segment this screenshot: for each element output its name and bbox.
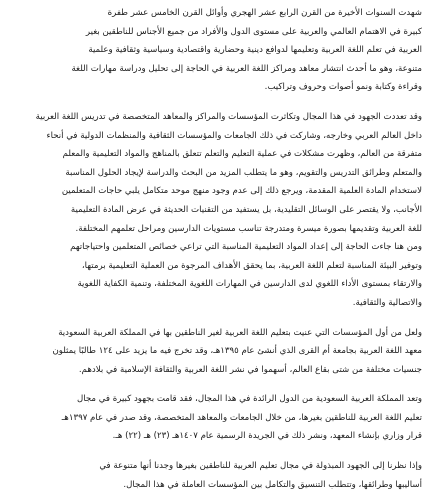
paragraph-line: أساليبها وطرائقها، وتتطلب التنسيق والتكامل بين المؤسسات العاملة في هذا المجال.: [123, 479, 422, 490]
paragraph-line: متفرقة من العالم، وظهرت مشكلات في عملية التعليم والتعلم تتعلق بالمناهج والمواد التعليمية والمعلم: [62, 149, 422, 160]
paragraph-line: كبيرة في الاهتمام العالمي والعربية على مستوى الدول والأفراد من جميع الأجناس للناطقين بغير: [85, 26, 422, 37]
paragraph-line: للغة العربية وتقديمها بصورة ميسرة ومتدرجة تناسب مستويات الدارسين ومراحل تعلمهم المختلفة.: [75, 223, 422, 234]
paragraph-line: تعليم اللغة العربية للناطقين بغيرها، من خلال الجامعات والمعاهد المتخصصة، وقد صدر في عام ١٣٩٧هـ: [61, 412, 422, 423]
paragraph-line: قرار وزاري بإنشاء المعهد، ونشر ذلك في الجريدة الرسمية عام ١٤٠٧هـ (٢٣) هـ (٢٢) هـ.: [112, 431, 422, 442]
paragraph-line: ومن هنا جاءت الحاجة إلى إعداد المواد التعليمية المناسبة التي تراعي خصائص المتعلمين واحتياجاتهم: [70, 242, 422, 253]
paragraph-line: والاتصالية والثقافية.: [352, 297, 422, 308]
paragraph-3: [6, 324, 422, 380]
paragraph-1: [6, 4, 422, 97]
paragraph-line: معهد اللغة العربية بجامعة أم القرى الذي أنشئ عام ١٣٩٥هـ، وقد تخرج فيه ما يزيد على ١٢٤ طالبًا يمثلون: [52, 346, 422, 357]
paragraph-line: وتعد المملكة العربية السعودية من الدول الرائدة في هذا المجال، فقد قامت بجهود كبيرة في مجال: [76, 394, 422, 405]
paragraph-line: وإذا نظرنا إلى الجهود المبذولة في مجال تعليم العربية للناطقين بغيرها وجدنا أنها متنوعة في: [99, 461, 422, 472]
paragraph-line: وقد تعددت الجهود في هذا المجال وتكاثرت المؤسسات والمراكز والمعاهد المتخصصة في تدريس اللغة العربية: [35, 111, 422, 122]
paragraph-line: متنوعة، وهو ما أحدث انتشار معاهد ومراكز اللغة العربية في الحاجة إلى تحليل ودراسة مهارات اللغة: [71, 63, 422, 74]
paragraph-4: [6, 390, 422, 446]
paragraph-5: [6, 457, 422, 494]
paragraph-line: العربية في تعلم اللغة العربية وتعليمها لدوافع دينية وحضارية واقتصادية وسياسية وثقافية وعلمية: [88, 45, 422, 56]
paragraph-line: داخل العالم العربي وخارجه، وشاركت في ذلك الجامعات والمؤسسات الثقافية والمنظمات الدولية في أنحاء: [46, 130, 422, 141]
paragraph-line: ولعل من أول المؤسسات التي عنيت بتعليم اللغة العربية لغير الناطقين بها في المملكة العربية السعودية: [58, 327, 422, 338]
paragraph-line: والارتقاء بمستوى الأداء اللغوي لدى الدارسين في المهارات اللغوية المختلفة، وتنمية الكفاية اللغوية: [77, 279, 422, 290]
paragraph-line: الأجانب، ولا يقتصر على الوسائل التقليدية، بل يستفيد من التقنيات الحديثة في عرض المادة التعليمية: [70, 204, 422, 215]
paragraph-line: وقراءة وكتابة ونمو أصوات وحروف وتراكيب.: [264, 82, 422, 93]
paragraph-line: جنسيات مختلفة من شتى بقاع العالم، أسهموا في نشر اللغة العربية والثقافة الإسلامية في بلادهم.: [78, 364, 422, 375]
paragraph-line: والمتعلم وطرائق التدريس والتقويم، وهو ما يتطلب المزيد من البحث والدراسة لإيجاد الحلول المناسبة: [65, 167, 422, 178]
paragraph-line: وتوفير البيئة المناسبة لتعلم اللغة العربية، بما يحقق الأهداف المرجوة من العملية التعليمية برمتها،: [81, 260, 422, 271]
paragraph-2: [6, 108, 422, 313]
paragraph-line: لاستخدام المادة العلمية المقدمة، ويرجع ذلك إلى عدم وجود منهج موحد متكامل يلبي حاجات المتعلمين: [61, 186, 422, 197]
paragraph-line: شهدت السنوات الأخيرة من القرن الرابع عشر الهجري وأوائل القرن الخامس عشر طفرة: [107, 8, 422, 18]
